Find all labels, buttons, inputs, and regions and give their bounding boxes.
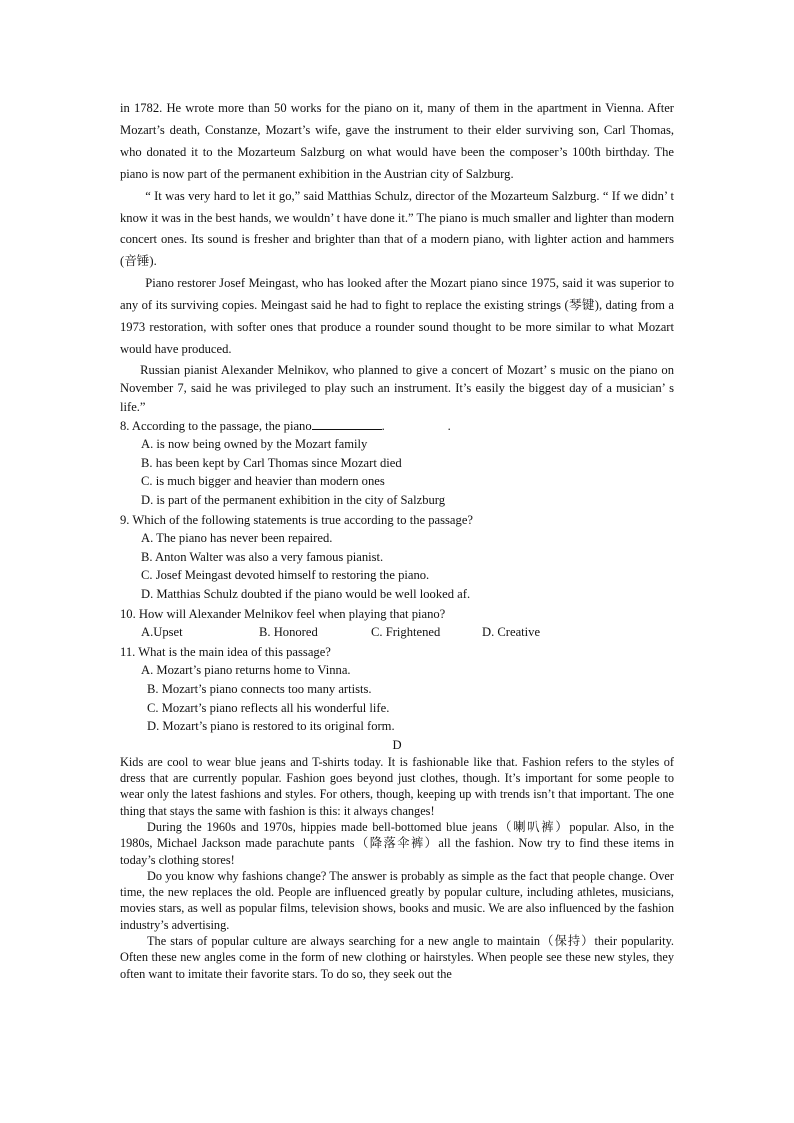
question-9-stem: 9. Which of the following statements is true according to the passage? — [120, 512, 473, 527]
question-8-option-b: B. has been kept by Carl Thomas since Mozart died — [141, 455, 402, 470]
question-10 — [120, 605, 674, 642]
question-8-option-d: D. is part of the permanent exhibition in the city of Salzburg — [141, 493, 446, 508]
passage-c-paragraph-4: Russian pianist Alexander Melnikov, who planned to give a concert of Mozart’ s music on the piano on November 7, said he was privileged to play such an instrument. It’s easily the biggest day of a musician’ s life.” — [120, 362, 674, 415]
question-10-stem: 10. How will Alexander Melnikov feel when playing that piano? — [120, 606, 446, 621]
question-11-option-d: D. Mozart’s piano is restored to its original form. — [147, 719, 395, 734]
question-9-option-a: A. The piano has never been repaired. — [141, 531, 333, 546]
question-10-option-b: B. Honored — [259, 625, 318, 640]
question-11-option-c: C. Mozart’s piano reflects all his wonderful life. — [147, 700, 390, 715]
question-11-stem: 11. What is the main idea of this passage? — [120, 644, 331, 659]
question-8-stem-text: 8. According to the passage, the piano — [120, 418, 312, 433]
question-8-stem-end: . — [381, 418, 385, 433]
question-11 — [120, 643, 674, 736]
question-10-options — [120, 623, 674, 642]
passage-c-paragraph-3: Piano restorer Josef Meingast, who has looked after the Mozart piano since 1975, said it was superior to any of its surviving copies. Meingast said he had to fight to replace the existing strings (琴键), dating from a 1973 restoration, with softer ones that produce a rounder sound thought to be more similar to what Mozart would have produced. — [120, 276, 674, 356]
question-8-stem — [120, 417, 674, 436]
question-11-option-b: B. Mozart’s piano connects too many artists. — [147, 681, 372, 696]
question-8-option-a: A. is now being owned by the Mozart family — [141, 437, 368, 452]
section-letter-d: D — [392, 737, 402, 752]
question-8-trailing-dot: . — [447, 418, 451, 433]
answer-blank — [312, 418, 382, 430]
question-8 — [120, 417, 674, 510]
question-10-option-a: A.Upset — [141, 625, 183, 640]
question-9-option-d: D. Matthias Schulz doubted if the piano would be well looked af. — [141, 587, 471, 601]
question-8-option-c: C. is much bigger and heavier than modern ones — [141, 474, 385, 489]
document-page — [120, 98, 674, 982]
passage-d-paragraph-3: Do you know why fashions change? The answer is probably as simple as the fact that people change. Over time, the new replaces the old. People are influenced greatly by popular culture, including athletes, musicians, movies stars, as well as popular films, television shows, books and music. We are also influenced by the fashion industry’s advertising. — [120, 868, 674, 932]
question-11-option-a: A. Mozart’s piano returns home to Vinna. — [141, 663, 351, 678]
passage-c-paragraph-2: “ It was very hard to let it go,” said Matthias Schulz, director of the Mozarteum Salzburg. “ If we didn’ t know it was in the best hands, we wouldn’ t have done it.” The piano is much smaller and lighter than modern concert ones. Its sound is fresher and brighter than that of a modern piano, with lighter action and hammers (音锤). — [120, 188, 674, 269]
passage-c-paragraph-1: in 1782. He wrote more than 50 works for the piano on it, many of them in the apartment in Vienna. After Mozart’s death, Constanze, Mozart’s wife, gave the instrument to their elder surviving son, Carl Thomas, who donated it to the Mozarteum Salzburg on what would have been the composer’s 100th birthday. The piano is now part of the permanent exhibition in the Austrian city of Salzburg. — [120, 101, 674, 181]
question-10-option-c: C. Frightened — [371, 625, 441, 640]
question-10-option-d: D. Creative — [482, 625, 541, 640]
question-9-option-c: C. Josef Meingast devoted himself to restoring the piano. — [141, 568, 430, 583]
passage-d-paragraph-2: During the 1960s and 1970s, hippies made bell-bottomed blue jeans（喇叭裤）popular. Also, in the 1980s, Michael Jackson made parachute pants（降落伞裤）all the fashion. Now try to find these items in today’s clothing stores! — [120, 819, 674, 867]
passage-d-paragraph-1: Kids are cool to wear blue jeans and T-shirts today. It is fashionable like that. Fashion refers to the styles of dress that are currently popular. Fashion goes beyond just clothes, though. It’s important for some people to wear only the latest fashions and styles. For others, though, keeping up with trends isn’t that important. The one thing that stays the same with fashion is this: it always changes! — [120, 754, 674, 818]
passage-d-paragraph-4: The stars of popular culture are always searching for a new angle to maintain（保持）their popularity. Often these new angles come in the form of new clothing or hairstyles. When people see these new styles, they often want to imitate their favorite stars. To do so, they seek out the — [120, 934, 674, 981]
question-9-option-b: B. Anton Walter was also a very famous pianist. — [141, 549, 384, 564]
question-9 — [120, 511, 674, 604]
